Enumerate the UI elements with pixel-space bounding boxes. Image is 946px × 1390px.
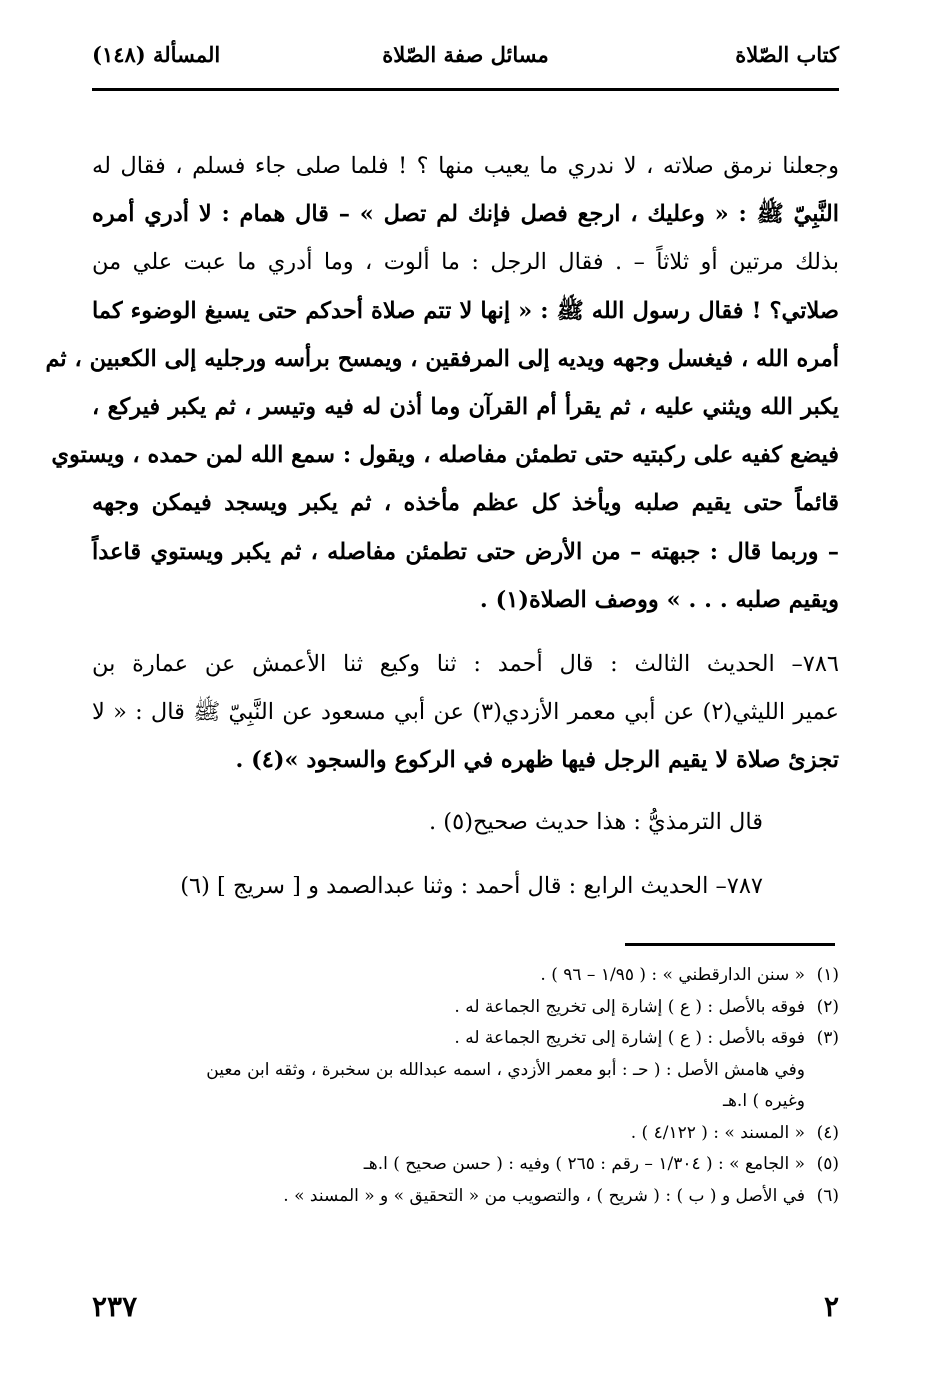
text-line: النَّبِيّ ﷺ : « وعليك ، ارجع فصل فإنك لم تصل » – قال همام : لا أدري أمره bbox=[92, 201, 839, 228]
footnote-5: (٥)« الجامع » : ( ١/٣٠٤ – رقم : ٢٦٥ ) وفيه : ( حسن صحيح ) ا.هـ bbox=[363, 1154, 839, 1174]
text-line: – وربما قال : جبهته – من الأرض حتى تطمئن مفاصله ، ثم يكبر ويستوي قاعداً bbox=[92, 538, 839, 565]
footnote-1: (١)« سنن الدارقطني » : ( ١/٩٥ – ٩٦ ) . bbox=[540, 965, 839, 985]
text-line: تجزئ صلاة لا يقيم الرجل فيها ظهره في الركوع والسجود »(٤) . bbox=[235, 747, 839, 774]
tirmidhi-statement bbox=[92, 798, 839, 846]
page-number: ٢٣٧ bbox=[92, 1290, 138, 1323]
signature-mark: ٢ bbox=[823, 1290, 839, 1323]
hadith-786 bbox=[92, 640, 839, 785]
header-issue-number: المسألة (١٤٨) bbox=[92, 42, 221, 67]
footnote-3-continuation: وغيره ) ا.هـ bbox=[722, 1091, 805, 1111]
footnotes bbox=[92, 960, 839, 1212]
footnote-2: (٢)فوقه بالأصل : ( ع ) إشارة إلى تخريج الجماعة له . bbox=[454, 996, 839, 1017]
text-line: فيضع كفيه على ركبتيه حتى تطمئن مفاصله ، ويقول : سمع الله لمن حمده ، ويستوي bbox=[51, 442, 839, 469]
main-paragraph bbox=[45, 142, 839, 624]
text-line: أمره الله ، فيغسل وجهه ويديه إلى المرفقين ، ويمسح برأسه ورجليه إلى الكعبين ، ثم bbox=[45, 345, 839, 372]
footnote-4: (٤)« المسند » : ( ٤/١٢٢ ) . bbox=[630, 1122, 839, 1143]
text-line: قائماً حتى يقيم صلبه ويأخذ كل عظم مأخذه ، ثم يكبر ويسجد فيمكن وجهه bbox=[92, 490, 839, 517]
text-line: ويقيم صلبه . . . » ووصف الصلاة(١) . bbox=[479, 586, 839, 613]
header-chapter-title: مسائل صفة الصّلاة bbox=[382, 42, 549, 67]
text-line: صلاتي؟ ! فقال رسول الله ﷺ : « إنها لا تتم صلاة أحدكم حتى يسبغ الوضوء كما bbox=[92, 297, 839, 324]
footnote-3: (٣)فوقه بالأصل : ( ع ) إشارة إلى تخريج الجماعة له . bbox=[454, 1028, 839, 1048]
text-line: بذلك مرتين أو ثلاثاً – . فقال الرجل : ما ألوت ، وما أدري ما عبت علي من bbox=[92, 249, 839, 276]
text-line: ٧٨٦– الحديث الثالث : قال أحمد : ثنا وكيع ثنا الأعمش عن عمارة بن bbox=[92, 651, 839, 677]
text-line: يكبر الله ويثني عليه ، ثم يقرأ أم القرآن وما أذن له فيه وتيسر ، ثم يكبر فيركع ، bbox=[92, 394, 839, 421]
text-line: ٧٨٧– الحديث الرابع : قال أحمد : وثنا عبدالصمد و [ سريج ] (٦) bbox=[180, 873, 763, 899]
header-rule bbox=[92, 88, 839, 91]
text-line: وجعلنا نرمق صلاته ، لا ندري ما يعيب منها ؟ ! فلما صلى جاء فسلم ، فقال له bbox=[92, 153, 839, 179]
hadith-787 bbox=[92, 862, 839, 910]
running-header bbox=[92, 42, 839, 78]
footnote-3-continuation: وفي هامش الأصل : ( حـ : أبو معمر الأزدي ، اسمه عبدالله بن سخبرة ، وثقه ابن معين bbox=[206, 1059, 805, 1080]
page-footer bbox=[92, 1290, 839, 1330]
header-book-title: كتاب الصّلاة bbox=[735, 42, 839, 67]
footnote-6: (٦)في الأصل و ( ب ) : ( شريح ) ، والتصويب من « التحقيق » و « المسند » . bbox=[283, 1185, 839, 1206]
footnote-separator bbox=[625, 943, 835, 946]
text-line: قال الترمذيُّ : هذا حديث صحيح(٥) . bbox=[429, 809, 763, 835]
text-line: عمير الليثي(٢) عن أبي معمر الأزدي(٣) عن أبي مسعود عن النَّبِيّ ﷺ قال : « لا bbox=[92, 699, 839, 726]
